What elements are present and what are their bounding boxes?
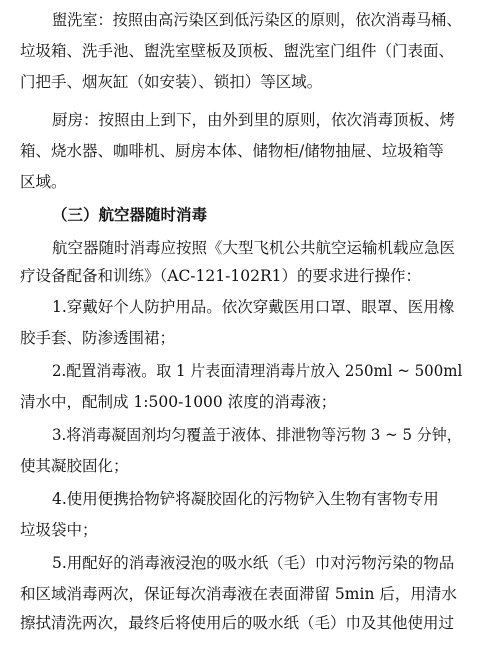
line-text: 航空器随时消毒应按照《大型飞机公共航空运输机载应急医: [52, 239, 456, 257]
line-text: 门把手、烟灰缸（如安装）、锁扣）等区域。: [20, 73, 323, 91]
paragraph-line: [0, 72, 479, 106]
line-text: 垃圾袋中；: [20, 521, 98, 539]
section-heading: [0, 205, 479, 239]
line-text: 使其凝胶固化；: [20, 457, 129, 475]
paragraph-line: [0, 520, 479, 554]
paragraph-line: [0, 613, 479, 647]
paragraph-line: [0, 361, 479, 395]
line-text: 擦拭清洗两次，最终后将使用后的吸水纸（毛）巾及其他使用过: [20, 614, 455, 632]
line-text: 厨房：按照由上到下，由外到里的原则，依次消毒顶板、烤: [52, 111, 456, 129]
line-text: 疗设备配备和训练》（AC-121-102R1）的要求进行操作：: [20, 267, 421, 285]
line-text: 垃圾箱、洗手池、盥洗室壁板及顶板、盥洗室门组件（门表面、: [20, 42, 455, 60]
paragraph-line: [0, 266, 479, 300]
paragraph-line: [0, 425, 479, 459]
line-text: 2.配置消毒液。取 1 片表面清理消毒片放入 250ml ~ 500ml: [52, 362, 463, 380]
paragraph-line: [0, 41, 479, 75]
paragraph-line: [0, 456, 479, 490]
line-text: 3.将消毒凝固剂均匀覆盖于液体、排泄物等污物 3 ~ 5 分钟，: [52, 426, 462, 444]
paragraph-line: [0, 172, 479, 206]
paragraph-line: [0, 553, 479, 587]
paragraph-line: [0, 110, 479, 144]
paragraph-line: [0, 297, 479, 331]
line-text: 和区域消毒两次，保证每次消毒液在表面滞留 5min 后，用清水: [20, 585, 457, 603]
line-text: 箱、烧水器、咖啡机、厨房本体、储物柜/储物抽屉、垃圾箱等: [20, 142, 444, 160]
line-text: 区域。: [20, 173, 67, 191]
paragraph-line: [0, 10, 479, 44]
line-text: 1.穿戴好个人防护用品。依次穿戴医用口罩、眼罩、医用橡: [52, 298, 455, 316]
paragraph-line: [0, 328, 479, 362]
line-text: 清水中，配制成 1:500-1000 浓度的消毒液；: [20, 393, 337, 411]
paragraph-line: [0, 392, 479, 426]
line-text: 5.用配好的消毒液浸泡的吸水纸（毛）巾对污物污染的物品: [52, 554, 455, 572]
paragraph-line: [0, 489, 479, 523]
heading-text: （三）航空器随时消毒: [52, 206, 208, 224]
line-text: 4.使用便携拾物铲将凝胶固化的污物铲入生物有害物专用: [52, 490, 439, 508]
line-text: 盥洗室：按照由高污染区到低污染区的原则，依次消毒马桶、: [52, 11, 462, 29]
paragraph-line: [0, 141, 479, 175]
line-text: 胶手套、防渗透围裙；: [20, 329, 176, 347]
